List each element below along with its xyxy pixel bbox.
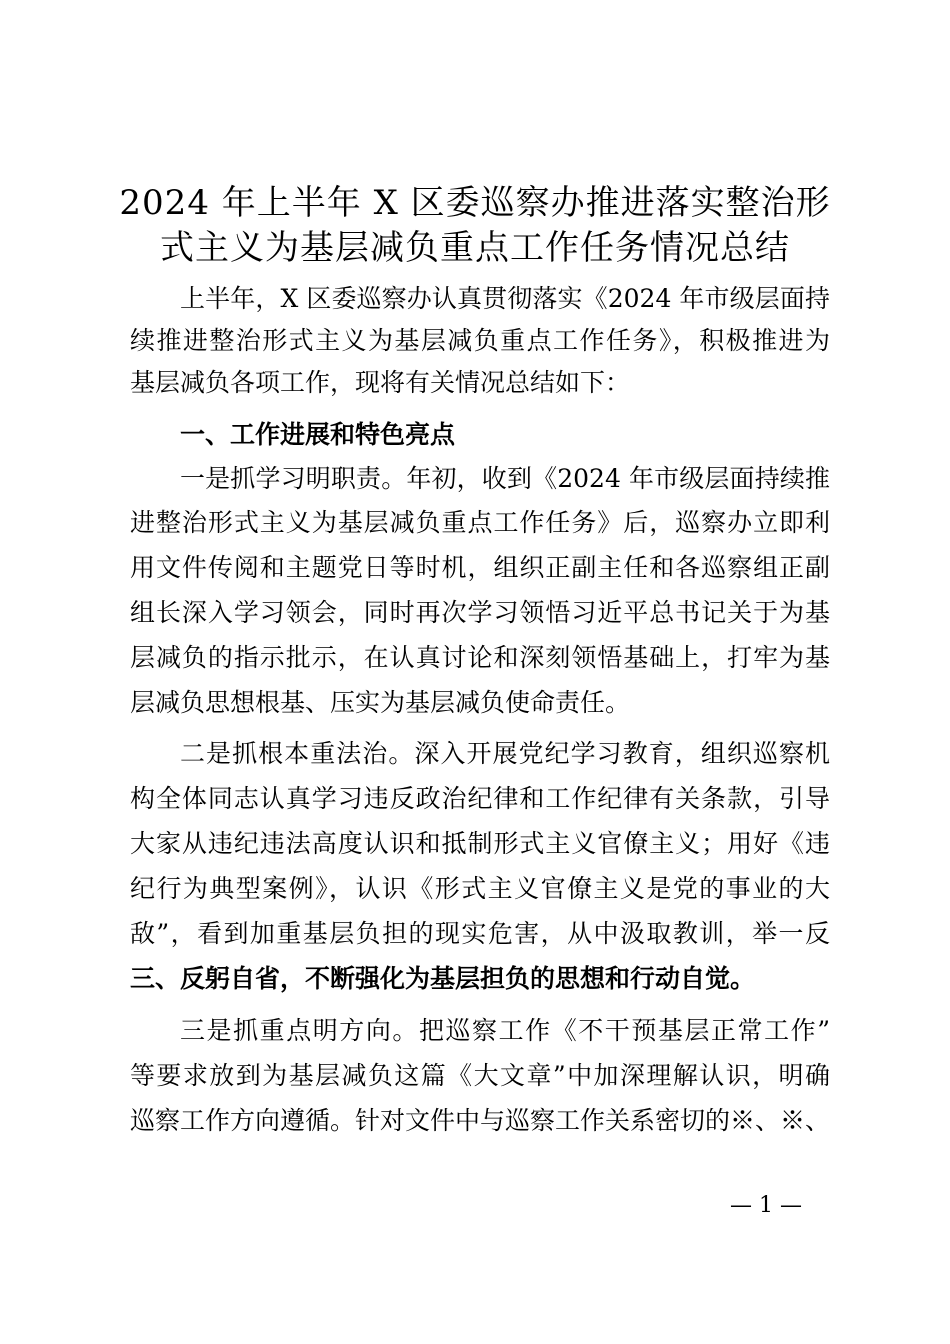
document-title-line-2: 式主义为基层减负重点工作任务情况总结 [160, 228, 790, 268]
bold-statement-line: 三、反躬自省，不断强化为基层担负的思想和行动自觉。 [130, 964, 756, 993]
paragraph-1-line: 层减负的指示批示，在认真讨论和深刻领悟基础上，打牢为基 [130, 643, 830, 672]
intro-line: 基层减负各项工作，现将有关情况总结如下： [130, 368, 631, 397]
paragraph-1-line: 进整治形式主义为基层减负重点工作任务》后，巡察办立即利 [130, 508, 830, 537]
paragraph-3-line: 等要求放到为基层减负这篇《大文章”中加深理解认识，明确 [130, 1061, 830, 1090]
paragraph-2-line: 纪行为典型案例》，认识《形式主义官僚主义是党的事业的大 [130, 874, 830, 903]
paragraph-2-line: 构全体同志认真学习违反政治纪律和工作纪律有关条款，引导 [130, 784, 830, 813]
paragraph-2-line: 二是抓根本重法治。深入开展党纪学习教育，组织巡察机 [180, 739, 830, 768]
document-title-line-1: 2024 年上半年 X 区委巡察办推进落实整治形 [119, 183, 831, 223]
paragraph-2-line: 敌”，看到加重基层负担的现实危害，从中汲取教训，举一反 [130, 919, 830, 948]
paragraph-1-line: 组长深入学习领会，同时再次学习领悟习近平总书记关于为基 [130, 598, 830, 627]
intro-line: 续推进整治形式主义为基层减负重点工作任务》，积极推进为 [130, 326, 830, 355]
paragraph-1-line: 一是抓学习明职责。年初，收到《2024 年市级层面持续推 [180, 464, 830, 493]
section-heading-1: 一、工作进展和特色亮点 [180, 420, 456, 449]
page-number: — 1 — [730, 1193, 802, 1218]
paragraph-3-line: 巡察工作方向遵循。针对文件中与巡察工作关系密切的※、※、 [130, 1106, 831, 1135]
paragraph-3-line: 三是抓重点明方向。把巡察工作《不干预基层正常工作” [180, 1016, 830, 1045]
paragraph-2-line: 大家从违纪违法高度认识和抵制形式主义官僚主义；用好《违 [130, 829, 830, 858]
intro-line: 上半年，X 区委巡察办认真贯彻落实《2024 年市级层面持 [180, 284, 830, 313]
paragraph-1-line: 用文件传阅和主题党日等时机，组织正副主任和各巡察组正副 [130, 553, 830, 582]
paragraph-1-line: 层减负思想根基、压实为基层减负使命责任。 [130, 688, 631, 717]
